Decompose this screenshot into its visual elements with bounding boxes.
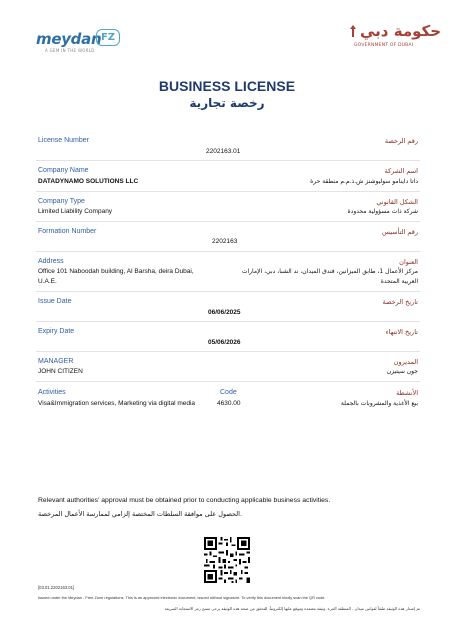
issue-date-label-arabic: تاريخ الرخصة [382, 298, 418, 306]
government-of-dubai-english: GOVERNMENT OF DUBAI [354, 43, 414, 48]
divider [36, 321, 420, 322]
approval-notice-arabic: الحصول على موافقة السلطات المختصة إلزامي لممارسة الأعمال المرخصة. [38, 510, 243, 518]
address-value-arabic-line1: مركز الأعمال 1، طابق الميزانين، فندق الميدان، ند الشبا، دبي، الإمارات [241, 268, 418, 275]
document-reference: [03.01.2202163.01] [38, 585, 75, 590]
company-name-label-arabic: اسم الشركة [384, 167, 418, 175]
license-number-value: 2202163.01 [206, 148, 241, 155]
company-name-label: Company Name [38, 167, 89, 174]
issue-date-label: Issue Date [38, 298, 72, 305]
company-name-value-arabic: داتا داينامو سوليوشنز ش.ذ.م.م منطقة حرة [310, 178, 418, 185]
manager-label: MANAGER [38, 358, 74, 365]
divider [36, 291, 420, 292]
company-type-value-arabic: شركة ذات مسؤولية محدودة [347, 208, 418, 215]
divider [36, 160, 420, 161]
activities-value: Visa&Immigration services, Marketing via digital media [38, 400, 196, 407]
manager-value: JOHN CITIZEN [38, 368, 83, 375]
expiry-date-value: 05/06/2026 [208, 339, 241, 346]
footer-disclaimer-arabic: تم إصدار هذه الوثيقة طبقاً لقوانين ميدان - المنطقة الحرة. وثيقة معتمدة وموقع عليها إلكترونياً، للتحقق من صحة هذه الوثيقة يرجى مسح رمز الاستجابة السريعة [164, 606, 420, 611]
license-title-arabic: رخصة تجارية [189, 96, 265, 110]
activities-label-arabic: الأنشطة [396, 389, 418, 397]
qr-code-icon[interactable] [204, 537, 250, 583]
address-label-arabic: العنوان [399, 258, 418, 266]
government-of-dubai-arabic: حكومة دبي [360, 22, 442, 40]
company-type-value: Limited Liability Company [38, 208, 113, 215]
address-value-arabic-line2: العربية المتحدة [380, 278, 418, 285]
formation-number-label: Formation Number [38, 228, 97, 235]
divider [36, 251, 420, 252]
formation-number-value: 2202163 [212, 238, 238, 245]
manager-label-arabic: المديرون [393, 358, 418, 366]
issue-date-value: 06/06/2025 [208, 309, 241, 316]
fz-badge: FZ [96, 29, 120, 46]
company-type-label: Company Type [38, 198, 85, 205]
meydan-logo-text: meydan [36, 30, 102, 48]
expiry-date-label-arabic: تاريخ الانتهاء [385, 328, 418, 336]
divider [36, 221, 420, 222]
activity-code-label: Code [220, 389, 237, 396]
divider [36, 381, 420, 382]
license-number-label: License Number [38, 137, 89, 144]
address-value-line1: Office 101 Naboodah building, Al Barsha, deira Dubai, [38, 268, 194, 275]
company-type-label-arabic: الشكل القانوني [376, 198, 418, 206]
activity-code-value: 4630.00 [217, 400, 241, 407]
expiry-date-label: Expiry Date [38, 328, 75, 335]
address-value-line2: U.A.E. [38, 278, 57, 285]
address-label: Address [38, 258, 64, 265]
company-name-value: DATADYNAMO SOLUTIONS LLC [38, 178, 139, 185]
approval-notice-english: Relevant authorities' approval must be obtained prior to conducting applicable business activities. [38, 497, 331, 504]
license-number-label-arabic: رقم الرخصة [384, 137, 418, 145]
footer-disclaimer-english: Issued under the Meydan - Free Zone regulations. This is an approved electronic document, issued without signature. To verify this document kindly scan the QR code. [38, 595, 326, 600]
divider [36, 191, 420, 192]
license-title-english: BUSINESS LICENSE [158, 78, 296, 94]
divider [36, 351, 420, 352]
meydan-tagline: A GEM IN THE WORLD [45, 48, 95, 53]
activities-label: Activities [38, 389, 66, 396]
activities-value-arabic: بيع الأغذية والمشروبات بالجملة [340, 400, 418, 407]
dubai-emblem-icon [348, 24, 358, 38]
formation-number-label-arabic: رقم التأسيس [381, 228, 418, 236]
manager-value-arabic: جون سيتيزن [386, 368, 418, 375]
